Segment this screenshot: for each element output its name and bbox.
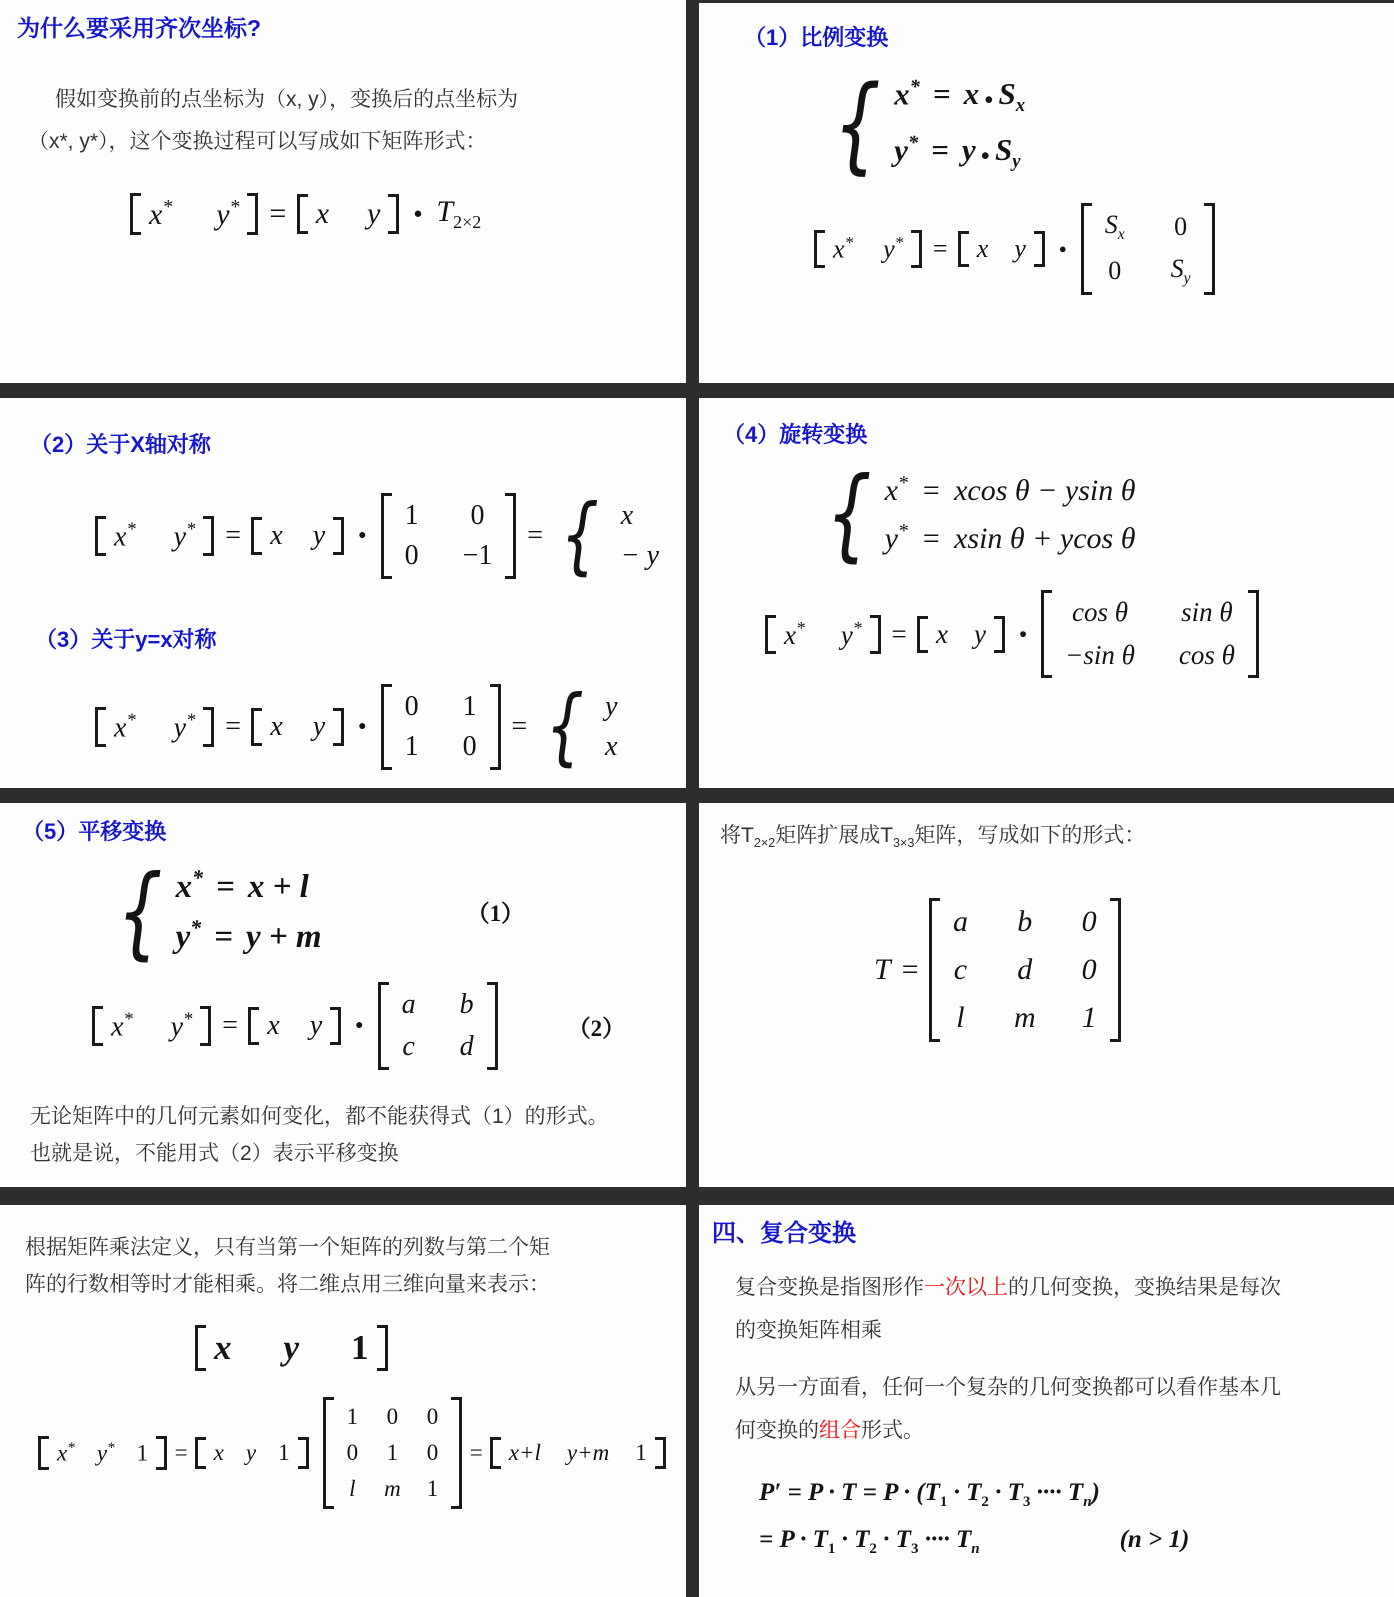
matrix-cell: 0 bbox=[1174, 212, 1188, 242]
paragraph-line: （x*, y*），这个变换过程可以写成如下矩阵形式： bbox=[28, 130, 487, 153]
equals-sign: = bbox=[214, 919, 233, 955]
scale-matrix-equation bbox=[814, 203, 1394, 295]
rhs-vector: x y bbox=[917, 616, 1005, 653]
matrix-cell: $S_y$ bbox=[1170, 254, 1191, 288]
equals-sign: = bbox=[899, 953, 920, 987]
paragraph-line: 从另一方面看，任何一个复杂的几何变换都可以看作基本几 bbox=[735, 1376, 1281, 1399]
panel5-paragraph bbox=[30, 1098, 661, 1172]
left-brace: { bbox=[560, 486, 600, 585]
dot-operator: ● bbox=[980, 146, 990, 164]
math-var: x* bbox=[149, 196, 173, 231]
matrix-cell: −1 bbox=[462, 540, 493, 571]
translation-system-row bbox=[108, 852, 686, 970]
matrix-cell: l bbox=[349, 1476, 356, 1501]
math-var: x bbox=[315, 197, 330, 230]
equals-sign: = bbox=[509, 711, 529, 742]
paragraph-line: 何变换的组合形式。 bbox=[735, 1419, 924, 1442]
translation-matrix-equation bbox=[92, 982, 498, 1070]
slide-panel-7 bbox=[0, 1205, 686, 1597]
result-cases: { x − y bbox=[560, 486, 660, 585]
mirror-x-matrix bbox=[381, 493, 517, 579]
lhs-vector bbox=[130, 193, 258, 235]
slide-panel-8 bbox=[699, 1205, 1394, 1597]
equals-sign: = bbox=[889, 618, 909, 649]
paragraph-line: 复合变换是指图形作一次以上的几何变换，变换结果是每次 bbox=[735, 1276, 1281, 1299]
bracket-right bbox=[247, 193, 258, 235]
panel8-paragraph-2 bbox=[735, 1366, 1374, 1452]
equation-row: x* = x + l bbox=[175, 866, 309, 905]
matrix-cell: 1 bbox=[386, 1440, 399, 1465]
equals-sign: = bbox=[468, 1440, 484, 1465]
matrix-cell: b bbox=[1017, 905, 1033, 939]
general-matrix-equation bbox=[130, 193, 686, 235]
translation-homogeneous-equation bbox=[38, 1397, 686, 1509]
sup-star: * bbox=[229, 196, 240, 218]
panel3-title-y-eq-x: （3）关于y=x对称 bbox=[35, 627, 217, 652]
lhs-vector: x* y* bbox=[765, 615, 881, 654]
matrix-cell: 1 bbox=[1081, 1001, 1097, 1035]
dot-operator: ● bbox=[984, 91, 994, 109]
transform-symbol: $T_{2\times 2}$ bbox=[436, 195, 482, 232]
slide-panel-2 bbox=[699, 3, 1394, 383]
matrix-cell: 0 bbox=[426, 1440, 439, 1465]
bracket-left bbox=[297, 194, 308, 234]
matrix-cell: l bbox=[956, 1001, 965, 1035]
general-2x2-matrix bbox=[378, 982, 498, 1070]
rotation-matrix bbox=[1041, 590, 1259, 678]
subscript: 3×3 bbox=[893, 836, 915, 851]
paragraph-line: 根据矩阵乘法定义，只有当第一个矩阵的列数与第二个矩 bbox=[25, 1236, 550, 1259]
slide-panel-6 bbox=[699, 803, 1394, 1187]
dot-operator: ● bbox=[358, 528, 367, 543]
equals-sign: = bbox=[931, 234, 949, 264]
matrix-cell: 1 bbox=[426, 1476, 439, 1501]
scale-equation-system bbox=[824, 63, 1025, 186]
lhs-vector: x* y* bbox=[92, 1006, 211, 1046]
transform-symbol: T bbox=[874, 953, 891, 987]
equals-sign: = bbox=[920, 521, 942, 555]
mirror-x-equation bbox=[95, 486, 686, 585]
left-brace: { bbox=[116, 852, 163, 970]
rhs-vector: x y bbox=[251, 517, 344, 555]
dot-operator: ● bbox=[413, 205, 423, 222]
paragraph-line: 阵的行数相等时才能相乘。将二维点用三维向量来表示： bbox=[25, 1273, 550, 1296]
mirror-yx-matrix bbox=[381, 684, 501, 770]
homogeneous-point-vector: x y 1 bbox=[195, 1325, 686, 1371]
result-vector: x+l y+m 1 bbox=[490, 1437, 666, 1469]
matrix-cell: sin θ bbox=[1181, 597, 1233, 627]
subscript: 2×2 bbox=[753, 836, 776, 851]
rotation-equation-system bbox=[817, 455, 1136, 572]
matrix-cell: m bbox=[384, 1476, 401, 1501]
formula-line: = $P \cdot T_1 \cdot T_2 \cdot T_3$ ···· $T_n$ (n > 1) bbox=[759, 1521, 1394, 1568]
equals-sign: = bbox=[216, 869, 235, 905]
math-var: y* bbox=[216, 196, 240, 231]
mirror-yx-equation bbox=[95, 677, 686, 776]
paragraph-line: 的变换矩阵相乘 bbox=[735, 1319, 882, 1342]
lhs-vector: x* y* 1 bbox=[38, 1436, 167, 1470]
equation-row: y* = y + m bbox=[175, 916, 322, 955]
translation-3x3-matrix bbox=[323, 1397, 463, 1509]
slide-panel-5 bbox=[0, 803, 686, 1187]
matrix-cell: $S_x$ bbox=[1104, 210, 1125, 244]
matrix-cell: cos θ bbox=[1072, 597, 1129, 627]
matrix-cell: 1 bbox=[346, 1404, 359, 1429]
rhs-vector: x y bbox=[958, 231, 1045, 267]
t3x3-matrix bbox=[929, 898, 1121, 1042]
matrix-cell: a bbox=[401, 989, 416, 1020]
panel2-title: （1）比例变换 bbox=[744, 25, 889, 50]
t3x3-definition bbox=[874, 898, 1394, 1042]
matrix-cell: d bbox=[459, 1031, 474, 1062]
lhs-vector: x* y* bbox=[95, 707, 214, 747]
matrix-cell: 0 bbox=[426, 1404, 439, 1429]
left-brace: { bbox=[544, 677, 584, 776]
equals-sign: = bbox=[223, 711, 243, 742]
slide-panel-3 bbox=[0, 398, 686, 788]
equation-row: y* = y ● $S_y$ bbox=[894, 131, 1021, 173]
equals-sign: = bbox=[920, 473, 942, 507]
math-var: y bbox=[367, 197, 381, 230]
matrix-cell: 0 bbox=[1081, 953, 1097, 987]
composite-transform-formula bbox=[759, 1474, 1394, 1568]
rhs-vector bbox=[297, 194, 400, 234]
bracket-left bbox=[130, 193, 141, 235]
matrix-cell: 0 bbox=[386, 1404, 399, 1429]
panel5-title: （5）平移变换 bbox=[22, 819, 167, 844]
subscript: 2×2 bbox=[453, 212, 482, 232]
panel4-title: （4）旋转变换 bbox=[723, 422, 868, 447]
red-emphasis: 一次以上 bbox=[924, 1276, 1008, 1299]
translation-matrix-row bbox=[92, 982, 686, 1070]
bracket-right bbox=[388, 194, 399, 234]
matrix-cell: c bbox=[402, 1031, 415, 1062]
equation-tag-2: （2） bbox=[567, 1015, 626, 1041]
lhs-vector: x* y* bbox=[95, 516, 214, 556]
equation-row: x* = xcos θ − ysin θ bbox=[884, 471, 1136, 507]
paragraph-line: 也就是说，不能用式（2）表示平移变换 bbox=[30, 1142, 399, 1165]
paragraph-line: 假如变换前的点坐标为（x, y），变换后的点坐标为 bbox=[55, 88, 519, 111]
scale-matrix bbox=[1081, 203, 1215, 295]
rhs-vector: x y 1 bbox=[195, 1437, 309, 1469]
panel8-title: 四、复合变换 bbox=[712, 1220, 856, 1247]
sup-star: * bbox=[162, 196, 173, 218]
slide-panel-4 bbox=[699, 398, 1394, 788]
translation-equation-system bbox=[108, 852, 322, 970]
rhs-vector: x y bbox=[248, 1007, 341, 1045]
rhs-vector: x y bbox=[251, 708, 344, 746]
matrix-cell: a bbox=[952, 905, 968, 939]
rotation-matrix-equation bbox=[765, 590, 1394, 678]
equals-sign: = bbox=[173, 1440, 189, 1465]
matrix-cell: 0 bbox=[404, 691, 419, 722]
matrix-cell: 1 bbox=[404, 500, 419, 531]
matrix-cell: d bbox=[1017, 953, 1033, 987]
panel7-paragraph bbox=[25, 1229, 666, 1303]
matrix-cell: 1 bbox=[404, 731, 419, 762]
slide-panel-1 bbox=[0, 0, 686, 383]
matrix-cell: 1 bbox=[462, 691, 477, 722]
matrix-cell: cos θ bbox=[1178, 640, 1235, 670]
matrix-cell: m bbox=[1013, 1001, 1036, 1035]
equals-sign: = bbox=[220, 1010, 240, 1041]
dot-operator: ● bbox=[358, 719, 367, 734]
dot-operator: ● bbox=[355, 1018, 364, 1033]
red-emphasis: 组合 bbox=[819, 1419, 861, 1442]
panel1-paragraph bbox=[28, 79, 656, 163]
equals-sign: = bbox=[932, 76, 951, 112]
paragraph-line: 无论矩阵中的几何元素如何变化，都不能获得式（1）的形式。 bbox=[30, 1105, 609, 1128]
subscript: x bbox=[1015, 95, 1025, 117]
panel8-paragraph-1 bbox=[735, 1266, 1374, 1352]
subscript: y bbox=[1012, 151, 1021, 173]
equation-row: y* = xsin θ + ycos θ bbox=[884, 519, 1136, 555]
matrix-cell: 0 bbox=[1108, 256, 1122, 286]
panel1-title: 为什么要采用齐次坐标? bbox=[17, 15, 262, 41]
equals-sign: = bbox=[267, 197, 288, 230]
dot-operator: ● bbox=[1018, 626, 1028, 641]
formula-line: $P' = P \cdot T = P \cdot (T_1 \cdot T_2 \cdot T_3$ ···· $T_n$) bbox=[759, 1479, 1100, 1510]
condition: (n > 1) bbox=[1119, 1526, 1190, 1553]
matrix-cell: 0 bbox=[462, 731, 477, 762]
equals-sign: = bbox=[223, 520, 243, 551]
lhs-vector: x* y* bbox=[814, 230, 922, 268]
left-brace: { bbox=[825, 455, 872, 572]
matrix-cell: c bbox=[953, 953, 968, 987]
result-cases: { y x bbox=[544, 677, 618, 776]
left-brace: { bbox=[833, 63, 881, 186]
equals-sign: = bbox=[931, 131, 949, 167]
equation-tag-1: （1） bbox=[466, 900, 525, 926]
matrix-cell: 0 bbox=[1081, 905, 1097, 939]
dot-operator: ● bbox=[1058, 241, 1067, 257]
equals-sign: = bbox=[525, 520, 545, 551]
matrix-cell: 0 bbox=[404, 540, 419, 571]
equation-row: x* = x ● $S_x$ bbox=[894, 76, 1025, 117]
matrix-cell: −sin θ bbox=[1065, 640, 1135, 670]
matrix-cell: 0 bbox=[346, 1440, 359, 1465]
panel3-title-x-axis: （2）关于X轴对称 bbox=[30, 432, 211, 457]
panel6-intro: 将$T_{2\times 2}$矩阵扩展成$T_{3\times 3}$矩阵，写成如下的形式： bbox=[720, 824, 1146, 851]
matrix-cell: b bbox=[459, 989, 474, 1020]
matrix-cell: 0 bbox=[470, 500, 485, 531]
